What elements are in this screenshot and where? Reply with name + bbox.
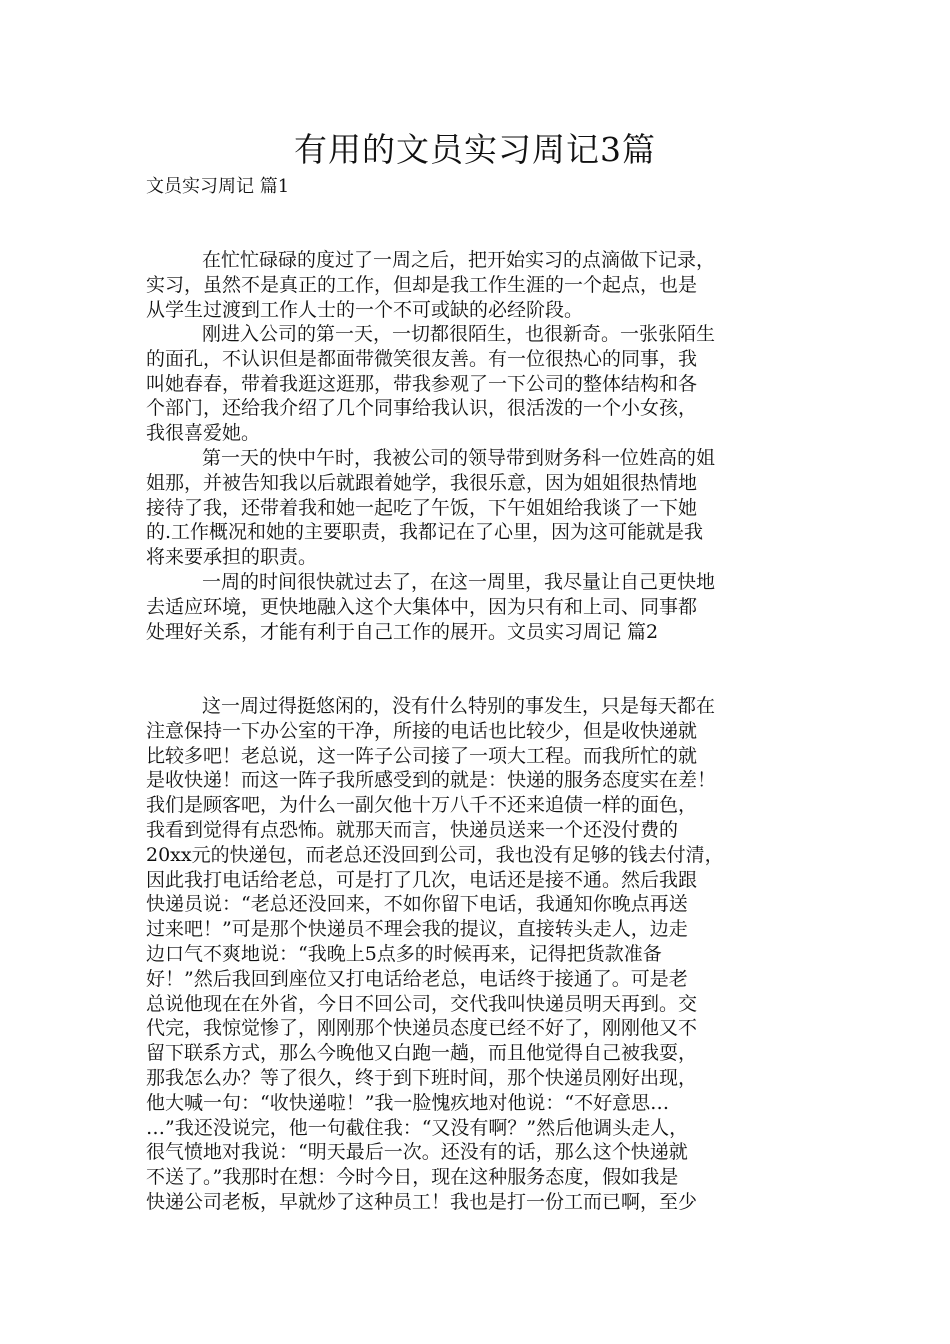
text-line: 注意保持一下办公室的干净，所接的电话也比较少，但是收快递就 [146,719,698,742]
text-line: 边口气不爽地说：“我晚上5点多的时候再来，记得把货款准备 [146,942,662,965]
text-line: 的面孔，不认识但是都面带微笑很友善。有一位很热心的同事，我 [146,347,698,370]
text-line: 第一天的快中午时，我被公司的领导带到财务科一位姓高的姐 [202,447,716,469]
text-line: 我很喜爱她。 [146,422,261,445]
page-title: 有用的文员实习周记3篇 [294,130,656,169]
text-line: 过来吧！”可是那个快递员不理会我的提议，直接转头走人，边走 [146,918,688,941]
text-line: …”我还没说完，他一句截住我：“又没有啊？”然后他调头走人， [146,1116,689,1139]
text-line: 处理好关系，才能有利于自己工作的展开。文员实习周记 篇2 [146,620,659,643]
text-line: 刚进入公司的第一天，一切都很陌生，也很新奇。一张张陌生 [202,323,716,345]
text-line: 快递公司老板，早就炒了这种员工！我也是打一份工而已啊，至少 [146,1190,698,1213]
section-heading-1: 文员实习周记 篇1 [146,176,290,197]
text-line: 的.工作概况和她的主要职责，我都记在了心里，因为这可能就是我 [146,521,704,544]
paragraph-5 [146,694,822,1215]
text-line: 我看到觉得有点恐怖。就那天而言，快递员送来一个还没付费的 [146,818,679,841]
text-line: 这一周过得挺悠闲的，没有什么特别的事发生，只是每天都在 [202,695,716,717]
text-line: 不送了。”我那时在想：今时今日，现在这种服务态度，假如我是 [146,1166,679,1189]
text-line: 个部门，还给我介绍了几个同事给我认识，很活泼的一个小女孩， [146,397,698,420]
text-line: 将来要承担的职责。 [146,546,318,569]
text-line: 代完，我惊觉惨了，刚刚那个快递员态度已经不好了，刚刚他又不 [146,1017,698,1040]
text-line: 那我怎么办？等了很久，终于到下班时间，那个快递员刚好出现， [146,1066,698,1089]
text-line: 叫她春春，带着我逛这逛那，带我参观了一下公司的整体结构和各 [146,372,698,395]
text-line: 我们是顾客吧，为什么一副欠他十万八千不还来追债一样的面色， [146,794,698,817]
text-line: 从学生过渡到工作人士的一个不可或缺的必经阶段。 [146,298,584,321]
text-line: 是收快递！而这一阵子我所感受到的就是：快递的服务态度实在差！ [146,769,717,792]
text-line: 在忙忙碌碌的度过了一周之后，把开始实习的点滴做下记录， [202,249,716,271]
paragraph-1 [146,248,822,322]
text-line: 一周的时间很快就过去了，在这一周里，我尽量让自己更快地 [202,571,716,593]
text-line: 总说他现在在外省，今日不回公司，交代我叫快递员明天再到。交 [146,992,698,1015]
text-line: 接待了我，还带着我和她一起吃了午饭，下午姐姐给我谈了一下她 [146,496,698,519]
text-line: 快递员说：“老总还没回来，不如你留下电话，我通知你晚点再送 [146,893,688,916]
paragraph-4 [146,570,822,644]
paragraph-3 [146,446,822,570]
text-line: 好！”然后我回到座位又打电话给老总，电话终于接通了。可是老 [146,967,688,990]
text-line: 实习，虽然不是真正的工作，但却是我工作生涯的一个起点，也是 [146,273,698,296]
text-line: 姐那，并被告知我以后就跟着她学，我很乐意，因为姐姐很热情地 [146,471,698,494]
text-line: 他大喊一句：“收快递啦！”我一脸愧疚地对他说：“不好意思… [146,1091,670,1114]
text-line: 比较多吧！老总说，这一阵子公司接了一项大工程。而我所忙的就 [146,744,698,767]
text-line: 20xx元的快递包，而老总还没回到公司，我也没有足够的钱去付清， [146,843,724,866]
paragraph-2 [146,322,822,446]
text-line: 去适应环境，更快地融入这个大集体中，因为只有和上司、同事都 [146,595,698,618]
text-line: 留下联系方式，那么今晚他又白跑一趟，而且他觉得自己被我耍， [146,1042,698,1065]
text-line: 很气愤地对我说：“明天最后一次。还没有的话，那么这个快递就 [146,1141,688,1164]
text-line: 因此我打电话给老总，可是打了几次，电话还是接不通。然后我跟 [146,868,698,891]
